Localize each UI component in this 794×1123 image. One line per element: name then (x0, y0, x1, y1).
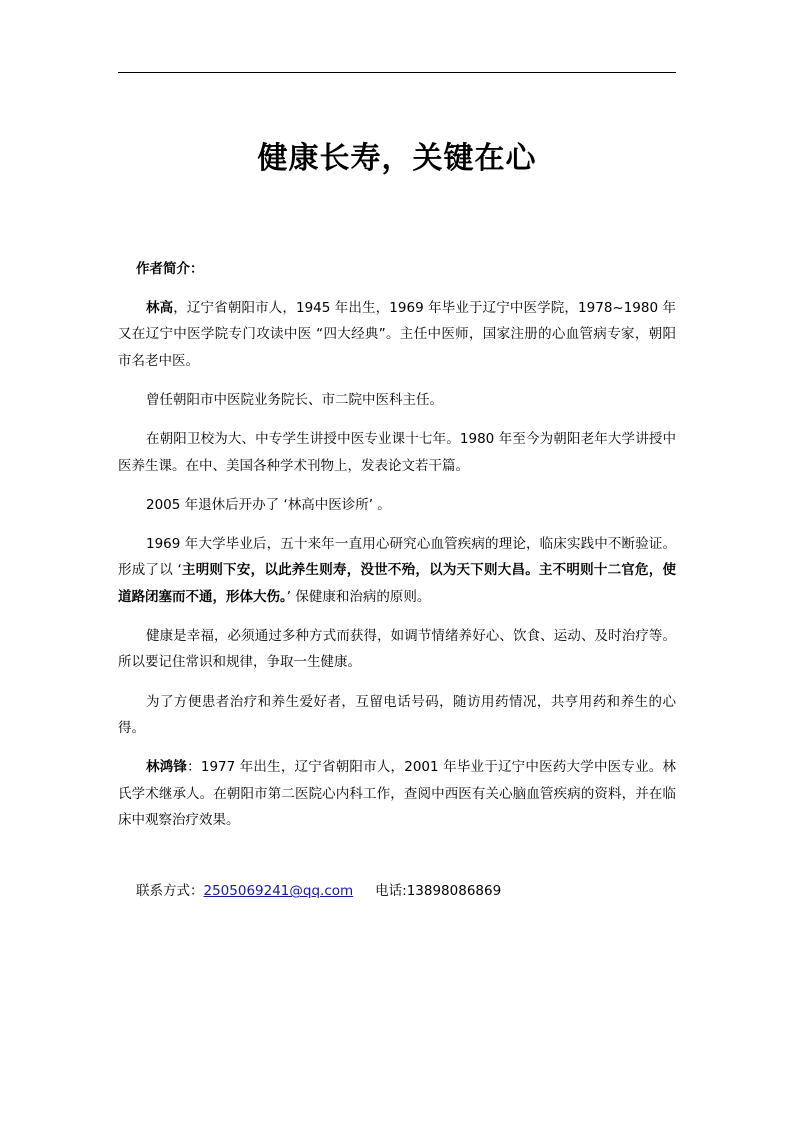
paragraph-theory (118, 531, 676, 610)
paragraph-theory-run-2: ’ 保健康和治病的原则。 (286, 588, 431, 605)
paragraph-theory-run-0: 1969 年大学毕业后，五十来年一直用心研究心血管疾病的理论，临床实践中不断验证。形成了以 ‘ (118, 536, 676, 579)
paragraph-convenience-run-0: 为了方便患者治疗和养生爱好者，互留电话号码，随访用药情况，共亨用药和养生的心得。 (118, 693, 676, 736)
header-divider (118, 72, 676, 73)
contact-phone: 电话:13898086869 (375, 883, 502, 900)
paragraph-teaching (118, 426, 676, 479)
paragraph-health-is-happiness (118, 623, 676, 676)
contact-label: 联系方式： (136, 883, 204, 900)
paragraph-clinic (118, 492, 676, 518)
document-body (118, 118, 676, 905)
page-title: 健康长寿，关键在心 (257, 141, 537, 176)
paragraph-clinic-run-0: 2005 年退休后开办了 ‘林高中医诊所’ 。 (146, 496, 391, 513)
paragraph-bio-lin-hongfeng-run-0: 林鸿锋 (146, 759, 188, 776)
contact-email-link[interactable]: 2505069241@qq.com (203, 883, 354, 900)
paragraph-bio-lin-hongfeng-run-1: ：1977 年出生，辽宁省朝阳市人，2001 年毕业于辽宁中医药大学中医专业。林氏学术继承人。在朝阳市第二医院心内科工作，查阅中西医有关心脑血管疾病的资料，并在临床中观察治疗效果。 (118, 759, 677, 828)
paragraph-teaching-run-0: 在朝阳卫校为大、中专学生讲授中医专业课十七年。1980 年至今为朝阳老年大学讲授中医养生课。在中、美国各种学术刊物上，发表论文若干篇。 (118, 431, 676, 474)
paragraph-bio-lin-gao-run-0: 林高 (146, 299, 174, 316)
paragraph-past-positions (118, 387, 676, 413)
paragraph-list (118, 295, 676, 833)
contact-line (118, 879, 676, 905)
paragraph-health-is-happiness-run-0: 健康是幸福，必须通过多种方式而获得，如调节情绪养好心、饮食、运动、及时治疗等。所以要记住常识和规律，争取一生健康。 (118, 628, 676, 671)
paragraph-past-positions-run-0: 曾任朝阳市中医院业务院长、市二院中医科主任。 (146, 391, 443, 408)
paragraph-theory-run-1: 主明则下安，以此养生则寿，没世不殆，以为天下则大昌。主不明则十二官危，使道路闭塞而不通，形体大伤。 (118, 562, 676, 605)
author-section-label: 作者简介： (136, 261, 204, 277)
paragraph-bio-lin-gao-run-1: ，辽宁省朝阳市人，1945 年出生，1969 年毕业于辽宁中医学院，1978~1980 年又在辽宁中医学院专门攻读中医 “四大经典”。主任中医师，国家注册的心血管病专家，朝阳市名老中医。 (118, 299, 676, 369)
paragraph-convenience (118, 689, 676, 742)
paragraph-bio-lin-gao (118, 295, 676, 374)
paragraph-bio-lin-hongfeng (118, 754, 676, 833)
